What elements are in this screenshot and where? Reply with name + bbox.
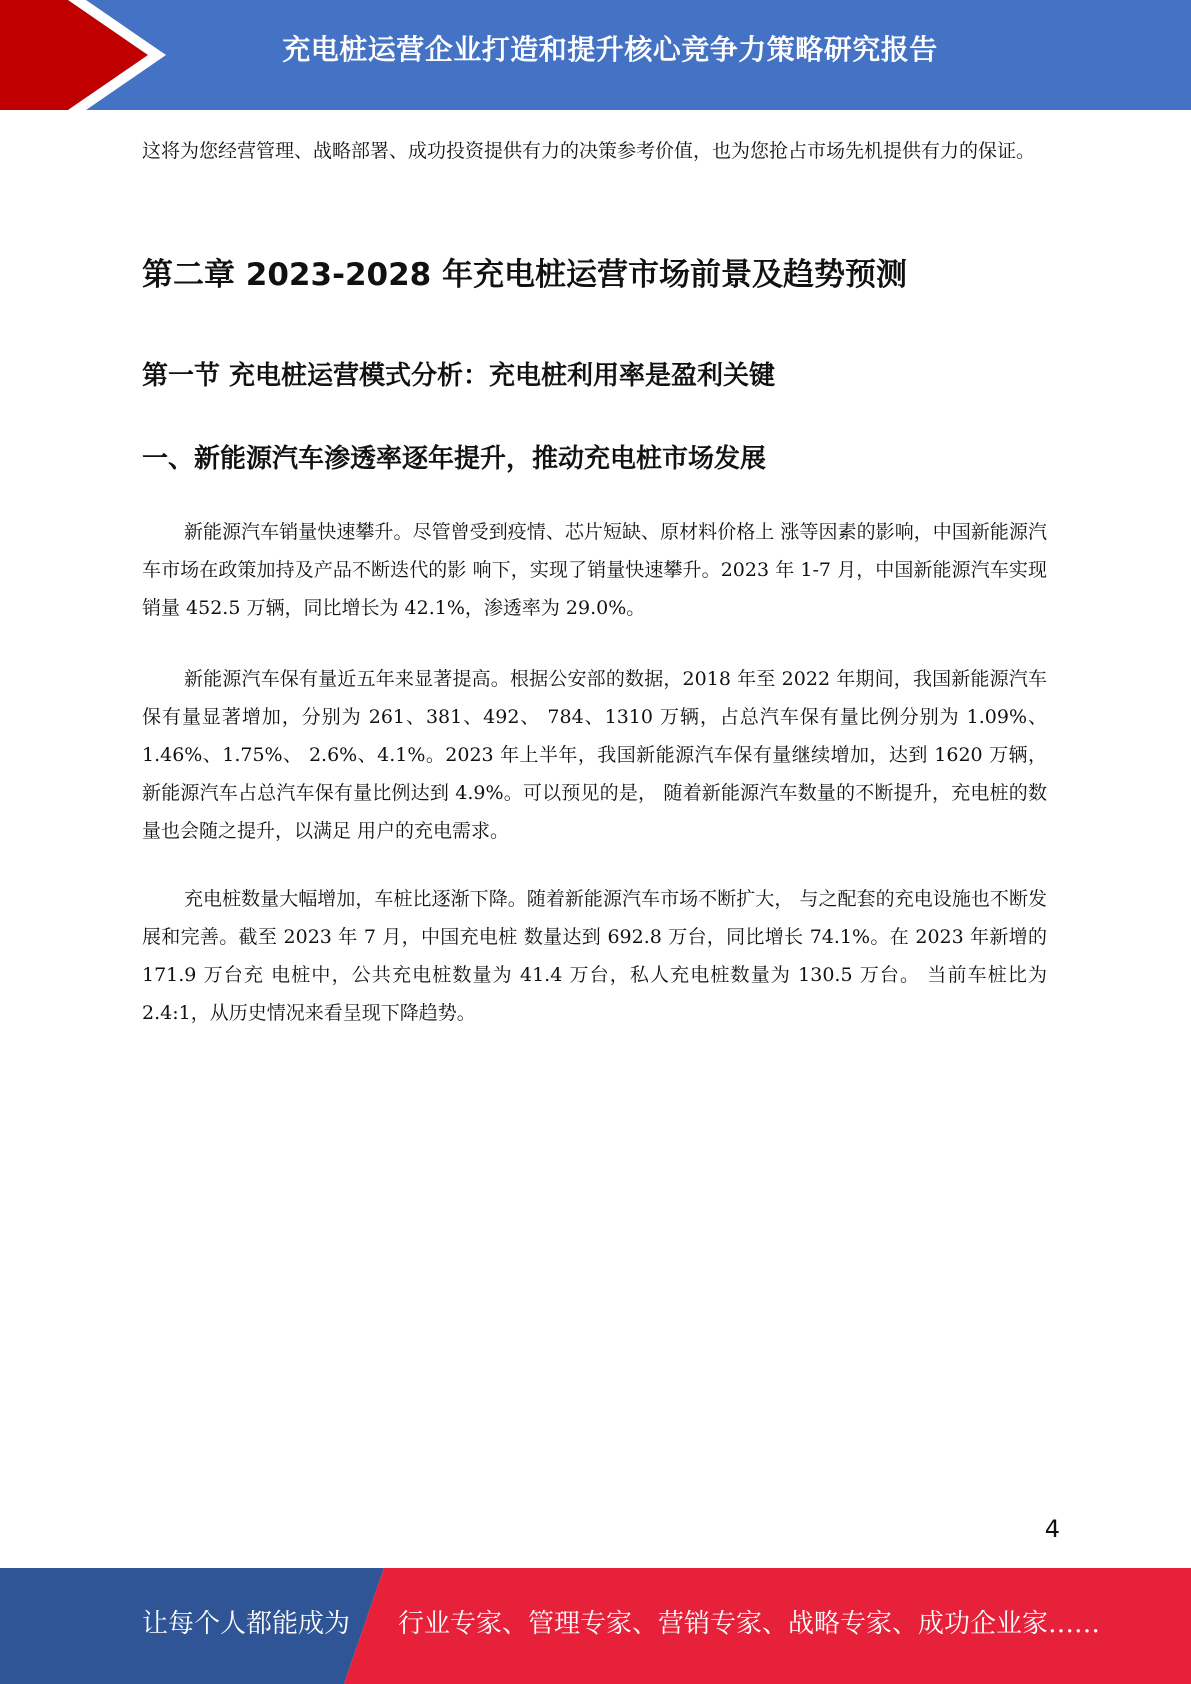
- header-banner: [0, 0, 1191, 110]
- footer-slogan-left: 让每个人都能成为: [142, 1609, 351, 1639]
- section-title: 第一节 充电桩运营模式分析：充电桩利用率是盈利关键: [142, 361, 776, 391]
- header-red-arrow: [0, 0, 148, 110]
- chapter-title: 第二章 2023-2028 年充电桩运营市场前景及趋势预测: [142, 257, 908, 293]
- intro-block: [142, 132, 1047, 170]
- paragraph-text: 充电桩数量大幅增加，车桩比逐渐下降。随着新能源汽车市场不断扩大， 与之配套的充电设施也不断发展和完善。截至 2023 年 7 月，中国充电桩 数量达到 692.8 万台，同比增长 74.1%。在 2023 年新增的 171.9 万台充 电桩中，公共充电桩数量为 41.4 万台，私人充电桩数量为 130.5 万台。 当前车桩比为 2.4:1，从历史情况来看呈现下降趋势。: [142, 888, 1047, 1024]
- paragraph-text: 新能源汽车保有量近五年来显著提高。根据公安部的数据，2018 年至 2022 年期间，我国新能源汽车保有量显著增加，分别为 261、381、492、 784、1310 万辆，占总汽车保有量比例分别为 1.09%、1.46%、1.75%、 2.6%、4.1%。2023 年上半年，我国新能源汽车保有量继续增加，达到 1620 万辆，新能源汽车占总汽车保有量比例达到 4.9%。可以预见的是， 随着新能源汽车数量的不断提升，充电桩的数量也会随之提升，以满足 用户的充电需求。: [142, 668, 1047, 842]
- footer-slogan-right: 行业专家、管理专家、营销专家、战略专家、成功企业家……: [398, 1609, 1101, 1639]
- paragraph-charger-count: [142, 880, 1047, 1032]
- subsection-title: 一、新能源汽车渗透率逐年提升，推动充电桩市场发展: [142, 444, 767, 474]
- paragraph-ev-sales: [142, 513, 1047, 627]
- page-number: 4: [1044, 1515, 1060, 1543]
- paragraph-text: 新能源汽车销量快速攀升。尽管曾受到疫情、芯片短缺、原材料价格上 涨等因素的影响，中国新能源汽车市场在政策加持及产品不断迭代的影 响下，实现了销量快速攀升。2023 年 1-7 月，中国新能源汽车实现销量 452.5 万辆，同比增长为 42.1%，渗透率为 29.0%。: [142, 521, 1047, 619]
- paragraph-ev-ownership: [142, 660, 1047, 850]
- footer-banner: [0, 1568, 1191, 1684]
- intro-paragraph: 这将为您经营管理、战略部署、成功投资提供有力的决策参考价值，也为您抢占市场先机提供有力的保证。: [142, 140, 1036, 162]
- report-title: 充电桩运营企业打造和提升核心竞争力策略研究报告: [282, 33, 938, 66]
